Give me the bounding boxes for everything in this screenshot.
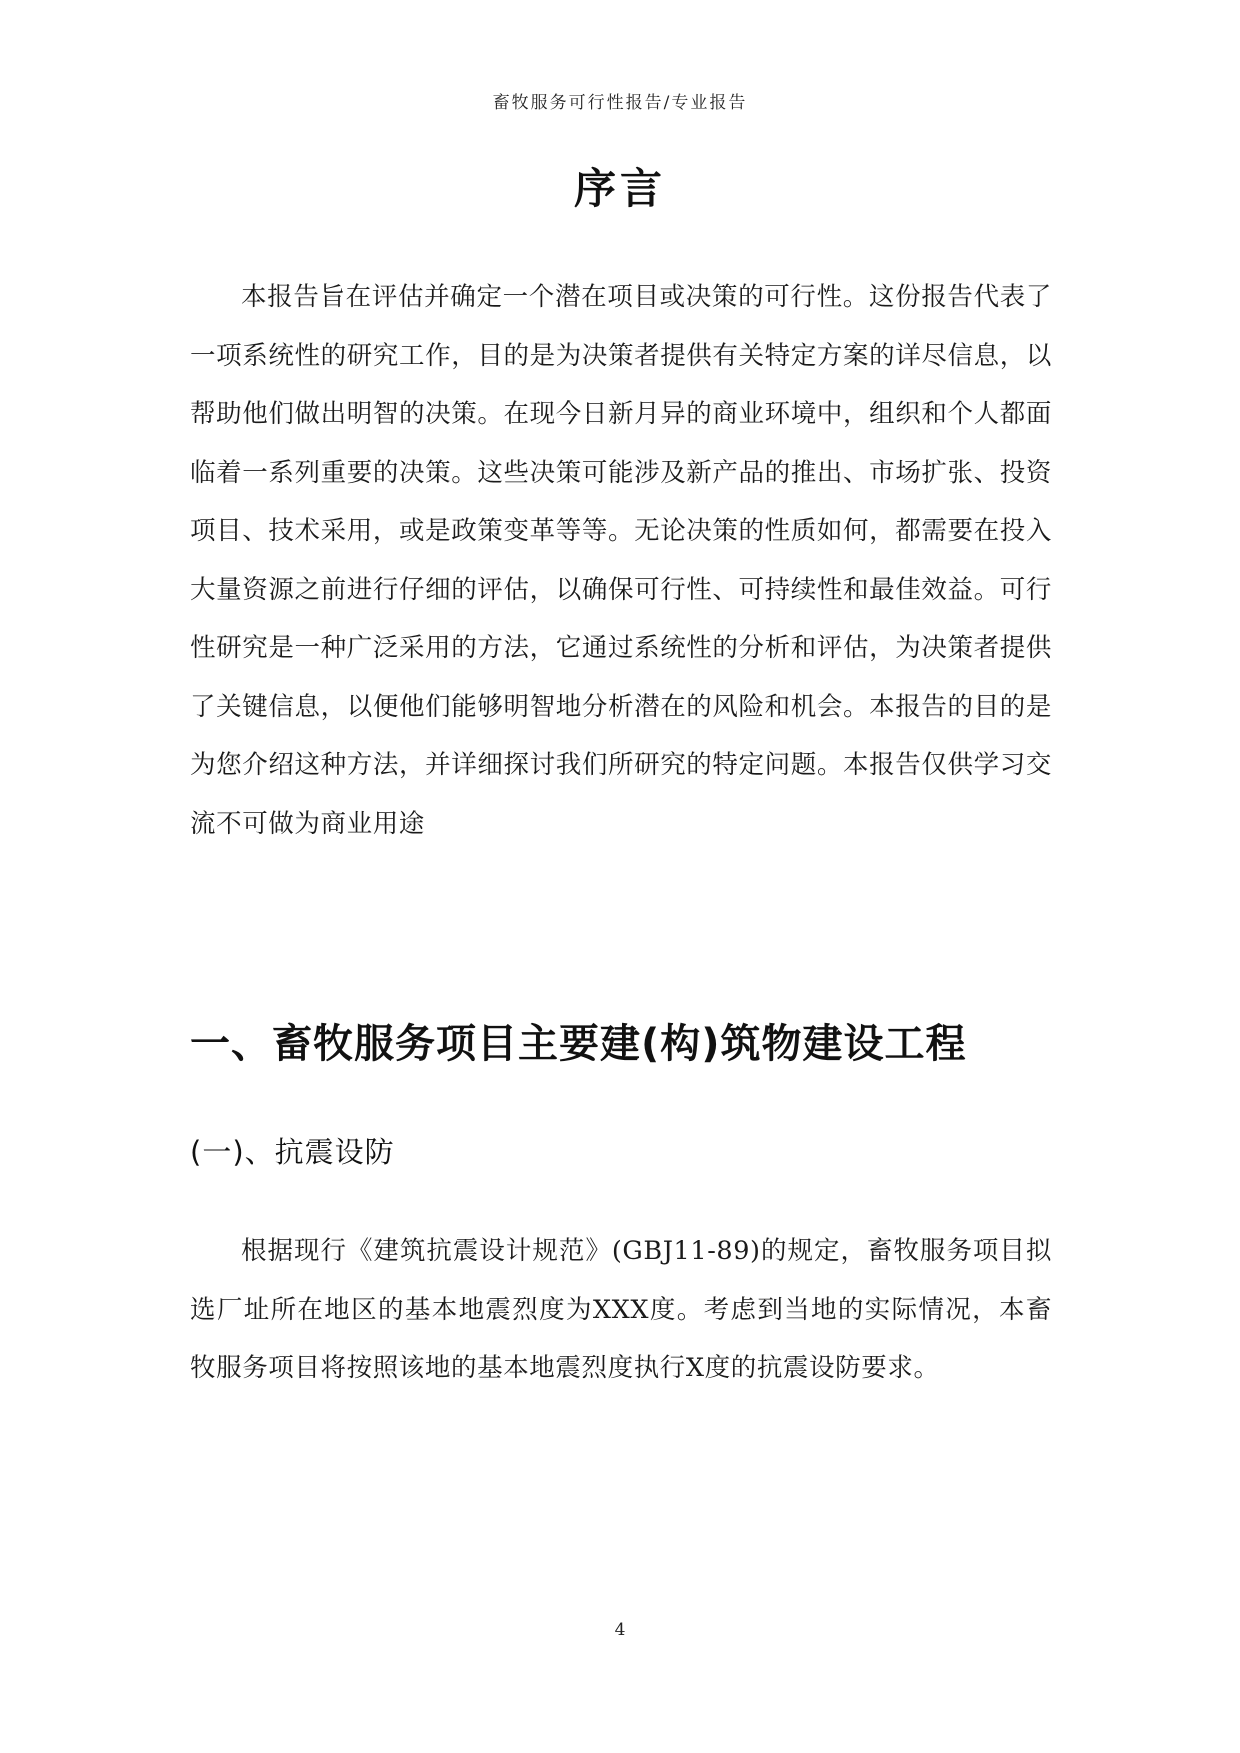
preface-paragraph: 本报告旨在评估并确定一个潜在项目或决策的可行性。这份报告代表了一项系统性的研究工作，目的是为决策者提供有关特定方案的详尽信息，以帮助他们做出明智的决策。在现今日新月异的商业环境中，组织和个人都面临着一系列重要的决策。这些决策可能涉及新产品的推出、市场扩张、投资项目、技术采用，或是政策变革等等。无论决策的性质如何，都需要在投入大量资源之前进行仔细的评估，以确保可行性、可持续性和最佳效益。可行性研究是一种广泛采用的方法，它通过系统性的分析和评估，为决策者提供了关键信息，以便他们能够明智地分析潜在的风险和机会。本报告的目的是为您介绍这种方法，并详细探讨我们所研究的特定问题。本报告仅供学习交流不可做为商业用途	[190, 282, 1052, 839]
running-header: 畜牧服务可行性报告/专业报告	[492, 93, 748, 113]
section-heading: 一、畜牧服务项目主要建(构)筑物建设工程	[190, 1021, 967, 1067]
page-number: 4	[614, 1620, 626, 1640]
seismic-paragraph: 根据现行《建筑抗震设计规范》(GBJ11-89)的规定，畜牧服务项目拟选厂址所在地区的基本地震烈度为XXX度。考虑到当地的实际情况，本畜牧服务项目将按照该地的基本地震烈度执行X度的抗震设防要求。	[190, 1236, 1052, 1383]
preface-title: 序言	[573, 164, 666, 213]
subsection-heading: (一)、抗震设防	[190, 1135, 395, 1169]
